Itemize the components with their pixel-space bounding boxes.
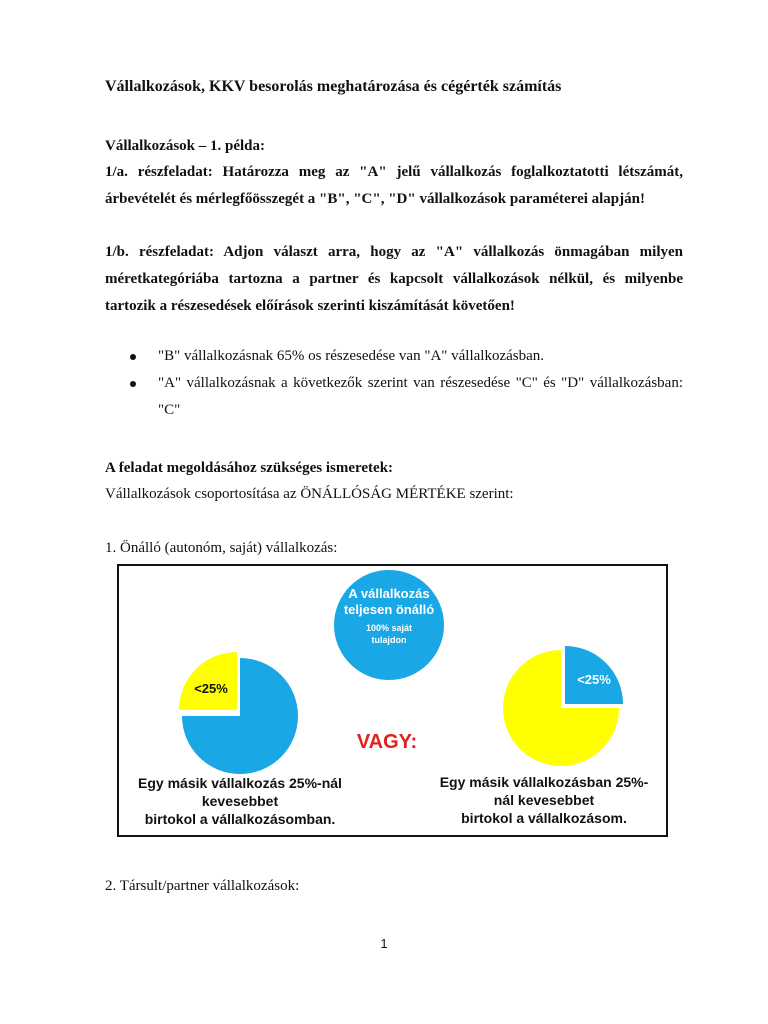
- center-title-line2: teljesen önálló: [343, 602, 435, 617]
- page-number: 1: [380, 936, 388, 951]
- autonomy-figure: [117, 564, 668, 837]
- or-label: VAGY:: [356, 731, 418, 753]
- bullet-icon: [130, 354, 136, 360]
- bullet-text: "A" vállalkozásnak a következők szerint van részesedése "C" és "D" vállalkozásban: "C": [158, 375, 683, 418]
- document-title: Vállalkozások, KKV besorolás meghatározása és cégérték számítás: [105, 78, 562, 95]
- left-pie-label: <25%: [194, 681, 228, 696]
- task-b-text: 1/b. részfeladat: Adjon választ arra, hogy az "A" vállalkozás önmagában milyen méretkategóriába tartozna a partner és kapcsolt vállalkozások nélkül, és milyenbe tartozik a részesedések előírások szerinti kiszámítását követően!: [105, 244, 683, 314]
- bullet-list: [130, 343, 683, 424]
- right-caption-line2: nál kevesebbet: [493, 792, 595, 808]
- grouping-text: Vállalkozások csoportosítása az ÖNÁLLÓSÁG MÉRTÉKE szerint:: [105, 486, 514, 502]
- list-item: [130, 343, 683, 370]
- item-1-heading: 1. Önálló (autonóm, saját) vállalkozás:: [105, 540, 338, 556]
- list-item: [130, 370, 683, 424]
- item-2-heading: 2. Társult/partner vállalkozások:: [105, 878, 300, 894]
- center-title-line1: A vállalkozás: [348, 586, 430, 601]
- center-sub-line1: 100% saját: [365, 623, 413, 633]
- right-caption-line3: birtokol a vállalkozásom.: [461, 810, 627, 826]
- bullet-icon: [130, 381, 136, 387]
- example-title: Vállalkozások – 1. példa:: [105, 138, 266, 154]
- right-pie-label: <25%: [577, 672, 611, 687]
- knowledge-heading: A feladat megoldásához szükséges ismeretek:: [105, 460, 394, 476]
- figure-svg: [119, 566, 665, 834]
- right-caption-line1: Egy másik vállalkozásban 25%-: [439, 774, 649, 790]
- center-sub-line2: tulajdon: [371, 635, 407, 645]
- task-a-text: 1/a. részfeladat: Határozza meg az "A" jelű vállalkozás foglalkoztatotti létszámát, árbevételét és mérlegfőösszegét a "B", "C", "D" vállalkozások paraméterei alapján!: [105, 164, 683, 207]
- left-caption-line1: Egy másik vállalkozás 25%-nál: [138, 775, 342, 791]
- left-caption-line3: birtokol a vállalkozásomban.: [144, 811, 336, 827]
- bullet-text: "B" vállalkozásnak 65% os részesedése van "A" vállalkozásban.: [158, 348, 545, 364]
- left-caption-line2: kevesebbet: [201, 793, 279, 809]
